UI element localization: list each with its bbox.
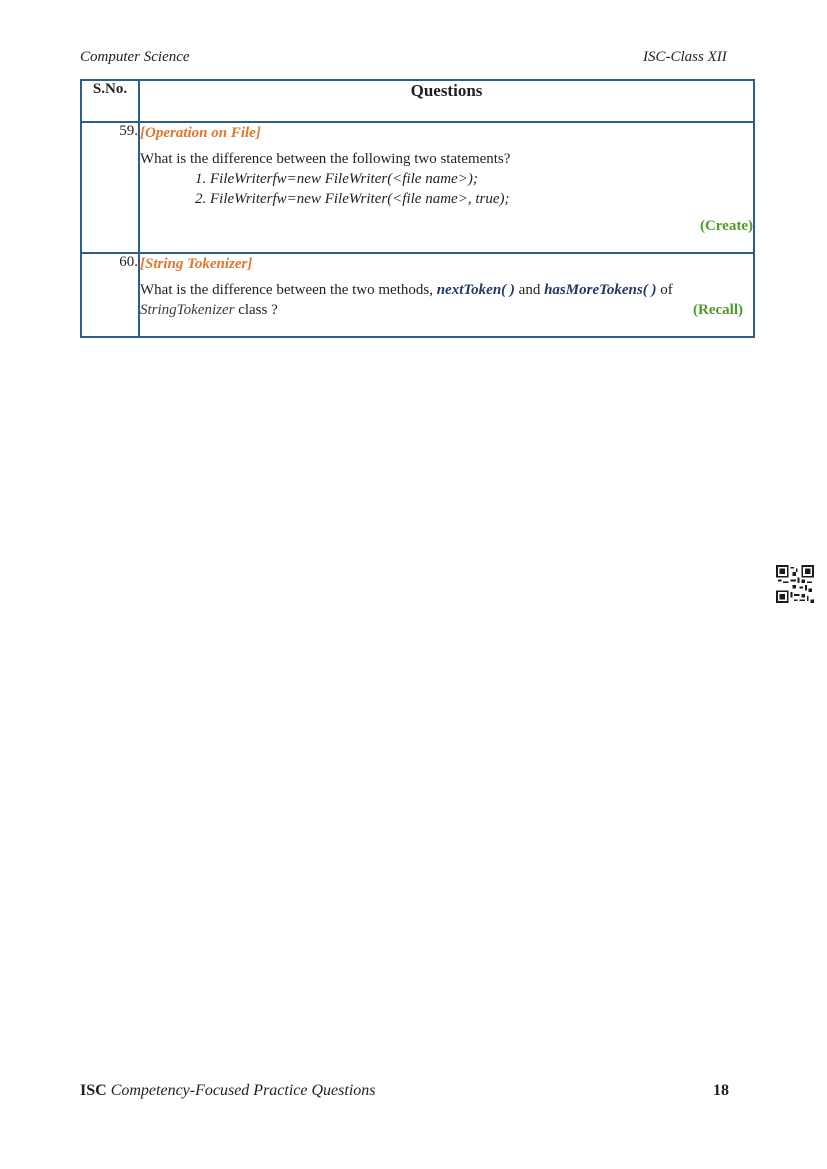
question-number: 59. bbox=[81, 122, 139, 253]
method-name: hasMoreTokens( ) bbox=[544, 282, 657, 298]
class-suffix: class ? bbox=[238, 302, 278, 318]
question-number: 60. bbox=[81, 253, 139, 337]
questions-column-header: Questions bbox=[139, 80, 754, 122]
cognitive-level: (Create) bbox=[699, 218, 753, 234]
footer-brand: ISC bbox=[80, 1082, 107, 1099]
statement-item: 2. FileWriterfw=new FileWriter(<file name>, true); bbox=[210, 189, 753, 209]
table-header-row bbox=[81, 80, 754, 122]
qr-code-icon bbox=[776, 565, 814, 603]
class-name: StringTokenizer bbox=[140, 302, 235, 318]
cognitive-level: (Recall) bbox=[693, 302, 743, 318]
header-subject: Computer Science bbox=[80, 49, 190, 65]
conjunction: and bbox=[518, 282, 541, 298]
questions-table bbox=[80, 79, 755, 338]
question-cell bbox=[139, 122, 754, 253]
question-prefix: What is the difference between the two methods, bbox=[140, 282, 433, 298]
question-last-line bbox=[140, 300, 753, 320]
method-name: nextToken( ) bbox=[436, 282, 515, 298]
table-row bbox=[81, 122, 754, 253]
question-cell bbox=[139, 253, 754, 337]
question-topic: [String Tokenizer] bbox=[140, 256, 253, 272]
page-number: 18 bbox=[713, 1082, 729, 1099]
footer-title bbox=[80, 1082, 376, 1100]
question-text: What is the difference between the following two statements? bbox=[140, 151, 511, 167]
sno-column-header: S.No. bbox=[81, 80, 139, 122]
question-topic: [Operation on File] bbox=[140, 125, 261, 141]
question-text bbox=[140, 280, 753, 300]
statement-item: 1. FileWriterfw=new FileWriter(<file name>); bbox=[210, 169, 753, 189]
footer-text: Competency-Focused Practice Questions bbox=[110, 1082, 376, 1099]
table-row bbox=[81, 253, 754, 337]
question-suffix: of bbox=[660, 282, 673, 298]
header-class: ISC-Class XII bbox=[643, 49, 727, 65]
statement-list bbox=[190, 169, 753, 209]
